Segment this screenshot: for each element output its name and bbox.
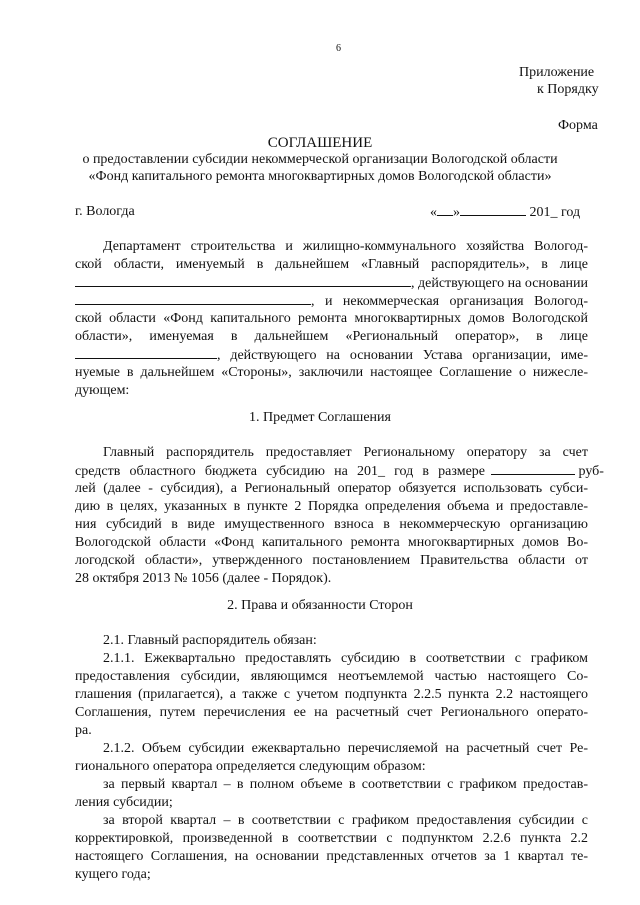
section1-line-1: Главный распорядитель предоставляет Региональному оператору за счет [103,445,588,460]
second-quarter-line-4: кущего года; [75,867,151,882]
place-of-signing: г. Вологда [75,204,135,219]
preamble-line-4: , и некоммерческая организация Вологод- [75,292,588,311]
appendix-line1: Приложение [519,65,595,80]
section1-line-8: 28 октября 2013 № 1056 (далее - Порядок). [75,571,332,586]
document-title: СОГЛАШЕНИЕ [267,135,373,151]
preamble-line-8: нуемые в дальнейшем «Стороны», заключили настоящее Соглашение о нижесле- [75,365,588,380]
first-quarter-line-1: за первый квартал – в полном объеме в соответствии с графиком предостав- [103,777,588,792]
date-quote-close: » [453,205,460,220]
preamble-line-5: ской области «Фонд капитального ремонта многоквартирных домов Вологодской [75,311,588,326]
section1-line-6: Вологодской области «Фонд капитального ремонта многоквартирных домов Во- [75,535,588,550]
clause-2-1-1-line-3: глашения (прилагается), а также с учетом подпункта 2.2.5 пункта 2.2 настоящего [75,687,588,702]
date-month-blank [460,203,526,216]
clause-2-1-1-line-5: ра. [75,723,92,738]
title-subline-2: «Фонд капитального ремонта многоквартирных домов Вологодской области» [88,169,552,184]
section1-line-5: ния субсидий в виде имущественного взноса в некоммерческую организацию [75,517,588,532]
representative-name-blank [75,274,411,287]
preamble-line-7: , действующего на основании Устава организации, име- [75,346,588,365]
clause-2-1: 2.1. Главный распорядитель обязан: [103,633,317,648]
second-quarter-line-2: корректировкой, произведенной в соответствии с подпунктом 2.2.6 пункта 2.2 [75,831,588,846]
clause-2-1-2-line-2: гионального оператора определяется следующим образом: [75,759,426,774]
date-year: 201_ год [529,205,581,220]
title-subline-1: о предоставлении субсидии некоммерческой организации Вологодской области [82,152,558,167]
basis-document-blank [75,292,311,305]
second-quarter-line-1: за второй квартал – в соответствии с графиком предоставления субсидии с [103,813,588,828]
appendix-line2: к Порядку [537,82,599,97]
second-quarter-line-3: настоящего Соглашения, на основании представленных отчетов за 1 квартал те- [75,849,588,864]
section1-line-4: дию в целях, указанных в пункте 2 Порядка определения объема и предоставле- [75,499,588,514]
preamble-line-6: области», именуемая в дальнейшем «Региональный оператор», в лице [75,329,588,344]
preamble-line-3: , действующего на основании [75,274,588,293]
section-2-heading: 2. Права и обязанности Сторон [227,598,413,613]
clause-2-1-1-line-4: Соглашения, путем перечисления ее на расчетный счет Регионального операто- [75,705,588,720]
date-quote-open: « [430,205,437,220]
section-1-heading: 1. Предмет Соглашения [249,410,391,425]
subsidy-amount-blank [491,462,575,475]
first-quarter-line-2: ления субсидии; [75,795,173,810]
preamble-line-2: ской области, именуемый в дальнейшем «Главный распорядитель», в лице [75,257,588,272]
section1-line-2: средств областного бюджета субсидию на 201_ год в размере руб- [75,464,604,479]
page-number: 6 [336,43,341,54]
preamble-line-1: Департамент строительства и жилищно-коммунального хозяйства Вологод- [103,239,588,254]
form-label: Форма [558,118,598,133]
clause-2-1-1-line-1: 2.1.1. Ежеквартально предоставлять субсидию в соответствии с графиком [103,651,588,666]
date-day-blank [437,203,453,216]
clause-2-1-2-line-1: 2.1.2. Объем субсидии ежеквартально перечисляемой на расчетный счет Ре- [103,741,588,756]
operator-representative-blank [75,346,217,359]
agreement-date [430,203,580,222]
clause-2-1-1-line-2: предоставления субсидии, являющимся неотъемлемой частью настоящего Со- [75,669,588,684]
section1-line-7: логодской области», утвержденного постановлением Правительства области от [75,553,588,568]
preamble-line-9: дующем: [75,383,130,398]
section1-line-3: лей (далее - субсидия), а Региональный оператор обязуется использовать субси- [75,481,588,496]
